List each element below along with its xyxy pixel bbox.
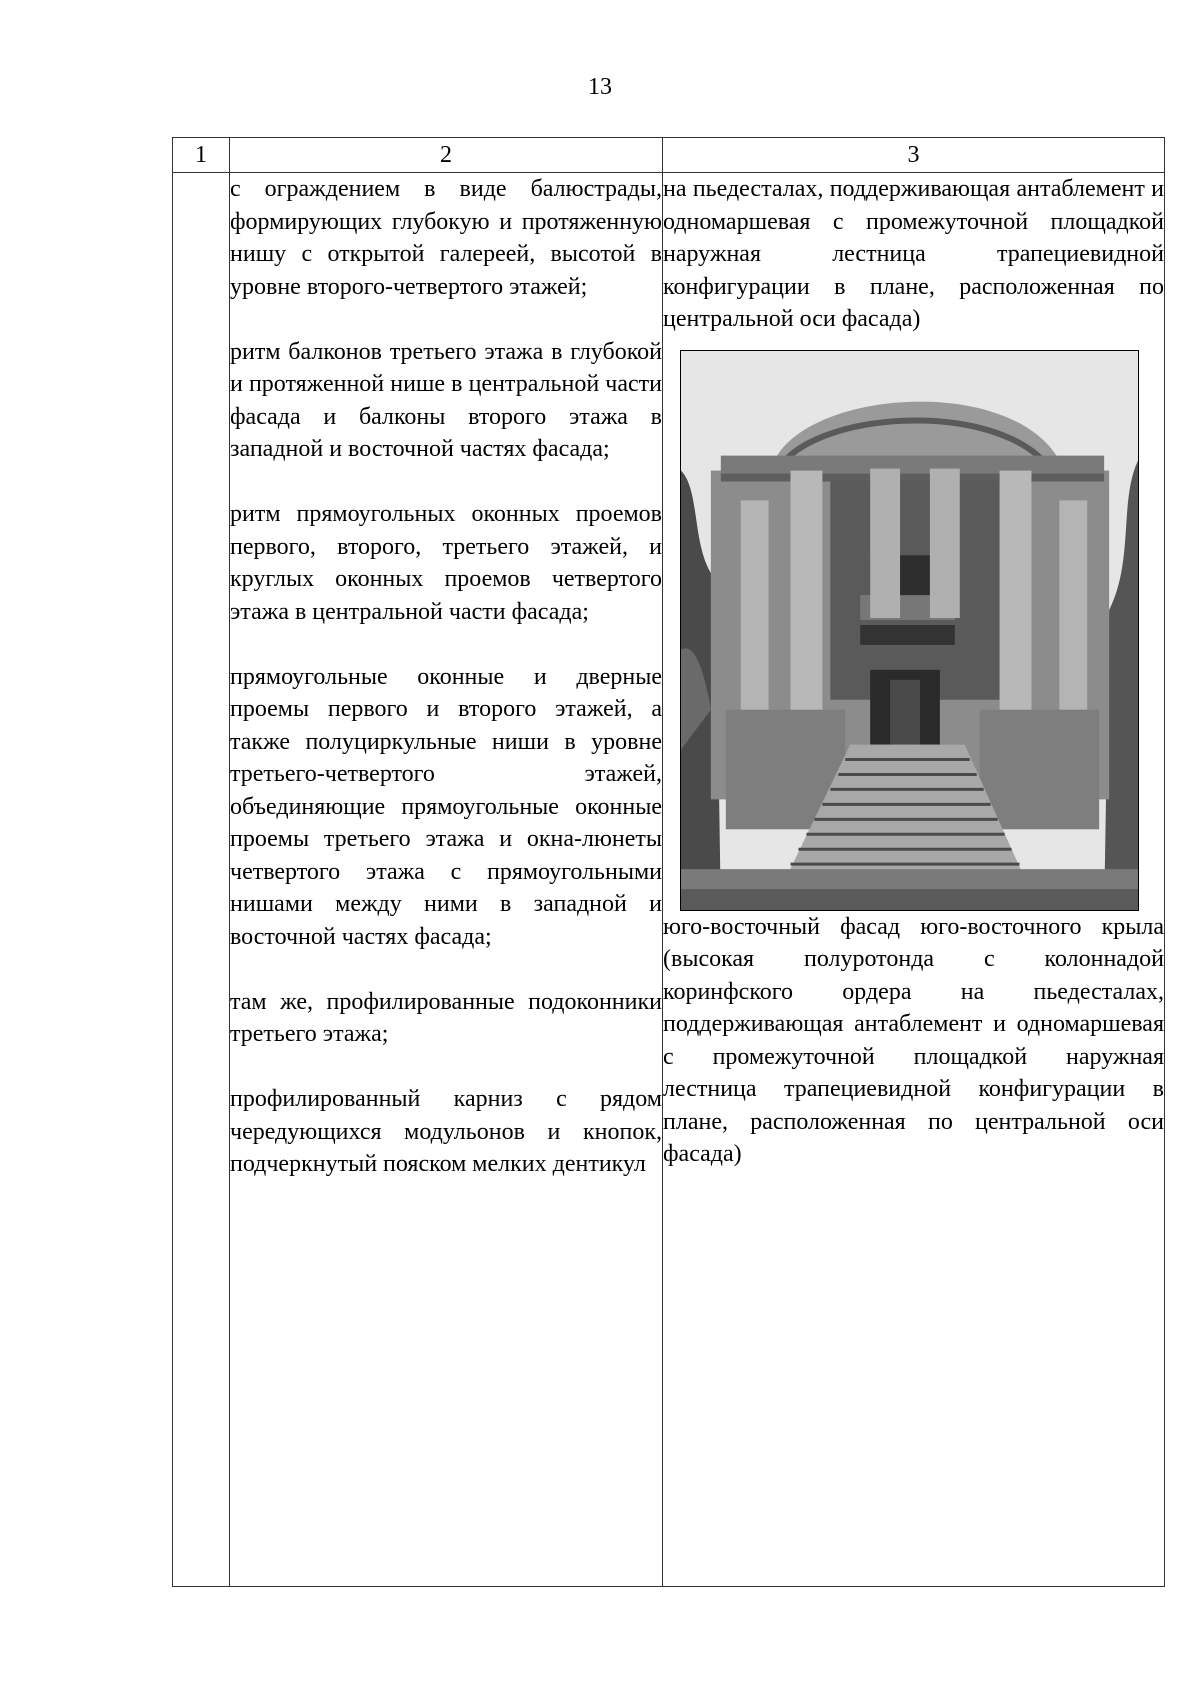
building-facade-photo bbox=[680, 350, 1139, 911]
paragraph-sills: там же, профилированные подоконники третьего этажа; bbox=[230, 988, 662, 1047]
header-col-3: 3 bbox=[663, 138, 1165, 173]
paragraph-openings: прямоугольные оконные и дверные проемы первого и второго этажей, а также полуциркульные ниши в уровне третьего-четвертого этажей, объединяющие прямоугольные оконные проемы третьего этажа и окна-люнеты четвертого этажа с прямоугольными нишами между ними в западной и восточной частях фасада; bbox=[230, 663, 662, 950]
paragraph-window-rhythm: ритм прямоугольных оконных проемов первого, второго, третьего этажей, и круглых оконных проемов четвертого этажа в центральной части фасада; bbox=[230, 501, 662, 625]
paragraph-balconies: ритм балконов третьего этажа в глубокой и протяженной нише в центральной части фасада и балконы второго этажа в западной и восточной частях фасада; bbox=[230, 338, 662, 462]
photo-caption: юго-восточный фасад юго-восточного крыла (высокая полуротонда с колоннадой коринфского ордера на пьедесталах, поддерживающая антаблемент и одномаршевая с промежуточной площадкой наружная лестница трапециевидной конфигурации в плане, расположенная по центральной оси фасада) bbox=[663, 913, 1164, 1167]
table-header-row bbox=[173, 138, 1165, 173]
document-table bbox=[172, 137, 1165, 1587]
cell-col-3 bbox=[663, 173, 1165, 1587]
header-col-1: 1 bbox=[173, 138, 230, 173]
paragraph-balustrade: с ограждением в виде балюстрады, формирующих глубокую и протяженную нишу с открытой галереей, высотой в уровне второго-четвертого этажей; bbox=[230, 176, 662, 300]
page-number: 13 bbox=[588, 74, 612, 100]
cell-col-2 bbox=[230, 173, 663, 1587]
table-row bbox=[173, 173, 1165, 1587]
description-top: на пьедесталах, поддерживающая антаблемент и одномаршевая с промежуточной площадкой наружная лестница трапециевидной конфигурации в плане, расположенная по центральной оси фасада) bbox=[663, 176, 1164, 332]
header-col-2: 2 bbox=[230, 138, 663, 173]
paragraph-cornice: профилированный карниз с рядом чередующихся модульонов и кнопок, подчеркнутый пояском мелких дентикул bbox=[230, 1086, 662, 1177]
cell-col-1 bbox=[173, 173, 230, 1587]
